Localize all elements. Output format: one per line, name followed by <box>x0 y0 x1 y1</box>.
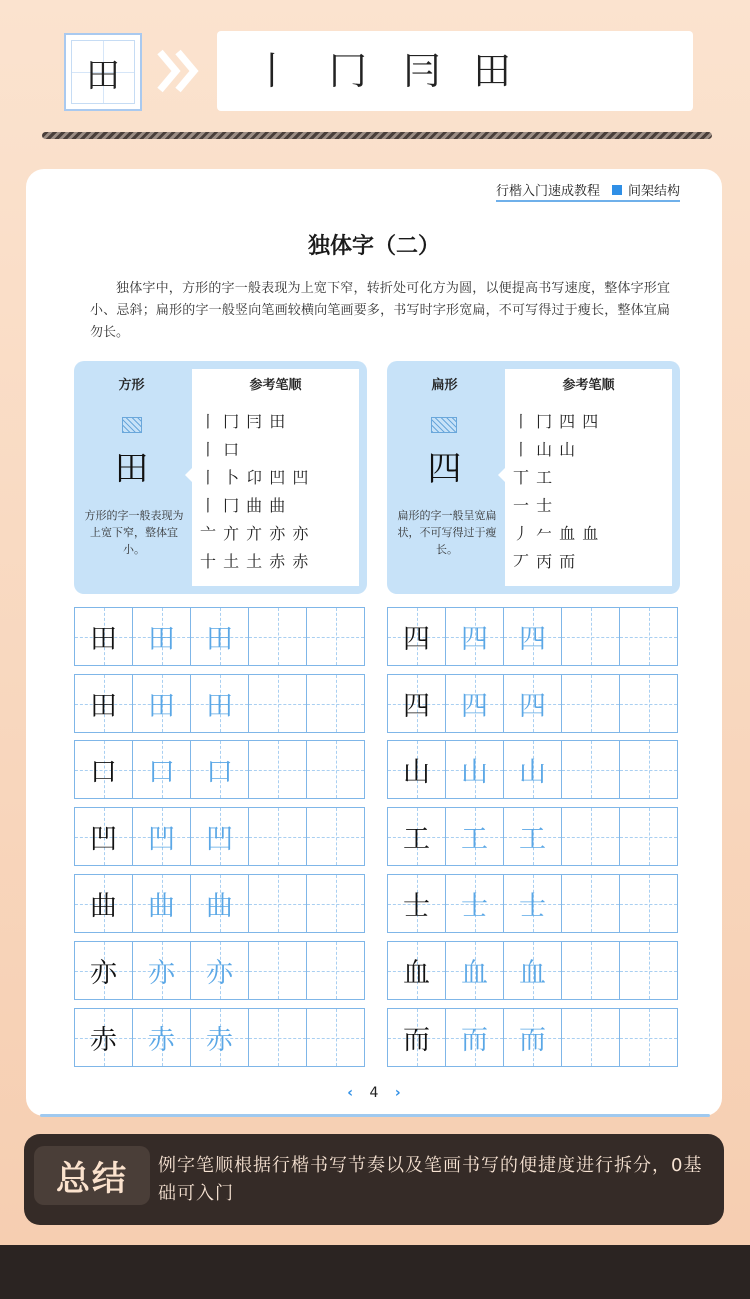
model-char: 曲 <box>90 891 117 922</box>
blank-cell[interactable] <box>249 674 307 733</box>
trace-char: 亦 <box>206 958 233 989</box>
trace-char: 而 <box>461 1025 488 1056</box>
trace-cell[interactable] <box>191 607 249 666</box>
blank-cell[interactable] <box>249 874 307 933</box>
header-stroke-order <box>217 31 693 111</box>
blank-cell[interactable] <box>307 740 365 799</box>
double-chevron-right-icon <box>156 48 200 94</box>
practice-row <box>74 1008 368 1067</box>
blank-cell[interactable] <box>307 807 365 866</box>
blank-cell[interactable] <box>620 740 678 799</box>
trace-char: 而 <box>519 1025 546 1056</box>
stroke-sequence: 丨 山 山 <box>513 440 577 459</box>
lesson-card <box>26 169 722 1116</box>
trace-char: 工 <box>461 824 488 855</box>
stroke-sequence: 丨 卜 卬 凹 凹 <box>200 468 310 487</box>
model-char: 而 <box>403 1025 430 1056</box>
example-char: 田 <box>114 449 149 489</box>
book-title: 行楷入门速成教程 <box>495 184 600 199</box>
blank-cell[interactable] <box>307 607 365 666</box>
blank-cell[interactable] <box>249 807 307 866</box>
trace-cell[interactable] <box>504 740 562 799</box>
model-cell <box>75 874 133 933</box>
stroke-sequence: 一 士 <box>513 496 554 515</box>
model-cell <box>388 941 446 1000</box>
blank-cell[interactable] <box>249 1008 307 1067</box>
panel-flat-shape <box>387 361 680 594</box>
trace-cell[interactable] <box>446 607 504 666</box>
trace-char: 士 <box>461 891 488 922</box>
model-cell <box>75 941 133 1000</box>
model-char: 凹 <box>90 824 117 855</box>
chevron-left-icon[interactable]: ‹ <box>347 1085 354 1101</box>
trace-char: 四 <box>461 624 488 655</box>
blank-cell[interactable] <box>620 941 678 1000</box>
trace-cell[interactable] <box>191 674 249 733</box>
trace-char: 凹 <box>148 824 175 855</box>
model-char: 口 <box>90 757 117 788</box>
trace-char: 赤 <box>206 1025 233 1056</box>
blank-cell[interactable] <box>620 607 678 666</box>
trace-char: 亦 <box>148 958 175 989</box>
lesson-title: 独体字（二） <box>307 234 440 259</box>
practice-row <box>74 607 368 666</box>
divider-stripe <box>42 132 712 139</box>
trace-char: 四 <box>519 691 546 722</box>
blank-cell[interactable] <box>307 1008 365 1067</box>
practice-row <box>74 874 368 933</box>
trace-cell[interactable] <box>191 874 249 933</box>
practice-row <box>74 740 368 799</box>
trace-cell[interactable] <box>446 807 504 866</box>
stroke-sequence: 丿 𠂉 血 血 <box>513 524 600 543</box>
trace-cell[interactable] <box>133 674 191 733</box>
trace-char: 田 <box>206 624 233 655</box>
trace-cell[interactable] <box>446 740 504 799</box>
model-cell <box>388 1008 446 1067</box>
blank-cell[interactable] <box>562 807 620 866</box>
stroke-order-box <box>505 369 672 586</box>
trace-cell[interactable] <box>133 740 191 799</box>
trace-char: 血 <box>519 958 546 989</box>
trace-char: 田 <box>148 624 175 655</box>
blank-cell[interactable] <box>562 740 620 799</box>
header-char: 田 <box>71 40 135 104</box>
stroke-sequence: 丨 冂 四 四 <box>513 412 600 431</box>
model-cell <box>388 874 446 933</box>
blank-cell[interactable] <box>620 1008 678 1067</box>
trace-char: 工 <box>519 824 546 855</box>
model-cell <box>75 1008 133 1067</box>
model-char: 工 <box>403 824 430 855</box>
page-number: 4 <box>369 1085 379 1101</box>
trace-cell[interactable] <box>504 941 562 1000</box>
trace-char: 曲 <box>148 891 175 922</box>
model-char: 士 <box>403 891 430 922</box>
trace-cell[interactable] <box>446 874 504 933</box>
practice-row <box>387 1008 681 1067</box>
practice-row <box>387 740 681 799</box>
square-bullet-icon <box>612 185 622 195</box>
trace-char: 口 <box>206 757 233 788</box>
blank-cell[interactable] <box>562 874 620 933</box>
stroke-sequence: 丨 口 <box>200 440 241 459</box>
stroke-order-box <box>192 369 359 586</box>
trace-char: 士 <box>519 891 546 922</box>
blank-cell[interactable] <box>562 941 620 1000</box>
trace-char: 曲 <box>206 891 233 922</box>
hatched-rectangle-icon <box>431 417 457 433</box>
model-char: 四 <box>403 691 430 722</box>
trace-char: 四 <box>461 691 488 722</box>
shape-description: 方形的字一般表现为上宽下窄，整体宜小。 <box>84 509 184 556</box>
stroke-sequence: 十 土 土 赤 赤 <box>200 552 310 571</box>
trace-cell[interactable] <box>133 1008 191 1067</box>
model-char: 田 <box>90 624 117 655</box>
header-stroke: 冂 <box>329 49 368 93</box>
trace-cell[interactable] <box>191 941 249 1000</box>
stroke-sequence: 丨 冂 冃 田 <box>200 412 287 431</box>
model-char: 赤 <box>90 1025 117 1056</box>
trace-char: 山 <box>519 757 546 788</box>
trace-cell[interactable] <box>133 807 191 866</box>
trace-cell[interactable] <box>446 674 504 733</box>
blank-cell[interactable] <box>620 874 678 933</box>
practice-row <box>387 874 681 933</box>
stroke-sequence: 亠 亣 亣 亦 亦 <box>200 524 310 543</box>
blank-cell[interactable] <box>562 607 620 666</box>
model-char: 血 <box>403 958 430 989</box>
stroke-order-title: 参考笔顺 <box>249 378 302 393</box>
header-char-box <box>64 33 142 111</box>
shape-type-label: 方形 <box>118 378 145 393</box>
trace-cell[interactable] <box>191 1008 249 1067</box>
summary-text: 例字笔顺根据行楷书写节奏以及笔画书写的便捷度进行拆分，0基础可入门 <box>158 1155 703 1204</box>
book-brand <box>496 180 680 202</box>
trace-cell[interactable] <box>133 874 191 933</box>
blank-cell[interactable] <box>620 807 678 866</box>
summary-banner <box>24 1134 724 1225</box>
blank-cell[interactable] <box>562 1008 620 1067</box>
trace-char: 四 <box>519 624 546 655</box>
trace-cell[interactable] <box>504 807 562 866</box>
model-char: 山 <box>403 757 430 788</box>
blank-cell[interactable] <box>562 674 620 733</box>
practice-row <box>74 674 368 733</box>
model-cell <box>388 740 446 799</box>
stroke-sequence: 丆 丙 而 <box>513 552 577 571</box>
model-cell <box>388 607 446 666</box>
blank-cell[interactable] <box>620 674 678 733</box>
shape-type-label: 扁形 <box>431 378 458 393</box>
practice-row <box>387 807 681 866</box>
hatched-square-icon <box>122 417 142 433</box>
stroke-sequence: 丅 工 <box>513 468 554 487</box>
blank-cell[interactable] <box>249 607 307 666</box>
practice-row <box>387 607 681 666</box>
chevron-right-icon[interactable]: › <box>394 1085 401 1101</box>
trace-char: 田 <box>148 691 175 722</box>
practice-row <box>74 941 368 1000</box>
trace-cell[interactable] <box>446 1008 504 1067</box>
trace-cell[interactable] <box>504 674 562 733</box>
section-name: 间架结构 <box>627 184 680 199</box>
header-stroke: 丨 <box>253 49 292 93</box>
trace-cell[interactable] <box>446 941 504 1000</box>
trace-char: 凹 <box>206 824 233 855</box>
trace-cell[interactable] <box>191 807 249 866</box>
practice-row <box>74 807 368 866</box>
blank-cell[interactable] <box>307 874 365 933</box>
model-cell <box>388 807 446 866</box>
trace-char: 山 <box>461 757 488 788</box>
stroke-sequence: 丨 冂 曲 曲 <box>200 496 287 515</box>
practice-row <box>387 941 681 1000</box>
model-cell <box>75 807 133 866</box>
example-char: 四 <box>427 449 462 489</box>
trace-char: 口 <box>148 757 175 788</box>
model-cell <box>75 674 133 733</box>
model-char: 四 <box>403 624 430 655</box>
card-bottom-edge <box>40 1114 710 1117</box>
trace-cell[interactable] <box>191 740 249 799</box>
page-number-bar <box>26 1085 722 1101</box>
model-cell <box>388 674 446 733</box>
model-cell <box>75 740 133 799</box>
blank-cell[interactable] <box>249 740 307 799</box>
shape-description: 扁形的字一般呈宽扁状，不可写得过于瘦长。 <box>397 509 497 556</box>
model-char: 田 <box>90 691 117 722</box>
lesson-intro: 独体字中，方形的字一般表现为上宽下窄，转折处可化方为圆，以便提高书写速度，整体字形宜小、忌斜；扁形的字一般竖向笔画较横向笔画要多，书写时字形宽扁，不可写得过于瘦长，整体宜扁勿长。 <box>90 281 670 340</box>
trace-cell[interactable] <box>133 607 191 666</box>
header-stroke: 冃 <box>403 49 442 93</box>
trace-cell[interactable] <box>504 607 562 666</box>
blank-cell[interactable] <box>249 941 307 1000</box>
panel-square-shape <box>74 361 367 594</box>
trace-cell[interactable] <box>504 874 562 933</box>
blank-cell[interactable] <box>307 674 365 733</box>
blank-cell[interactable] <box>307 941 365 1000</box>
model-cell <box>75 607 133 666</box>
trace-char: 田 <box>206 691 233 722</box>
practice-row <box>387 674 681 733</box>
model-char: 亦 <box>90 958 117 989</box>
trace-cell[interactable] <box>504 1008 562 1067</box>
stroke-order-title: 参考笔顺 <box>562 378 615 393</box>
trace-char: 血 <box>461 958 488 989</box>
summary-label: 总结 <box>34 1146 150 1205</box>
trace-char: 赤 <box>148 1025 175 1056</box>
header-stroke: 田 <box>473 49 512 93</box>
trace-cell[interactable] <box>133 941 191 1000</box>
